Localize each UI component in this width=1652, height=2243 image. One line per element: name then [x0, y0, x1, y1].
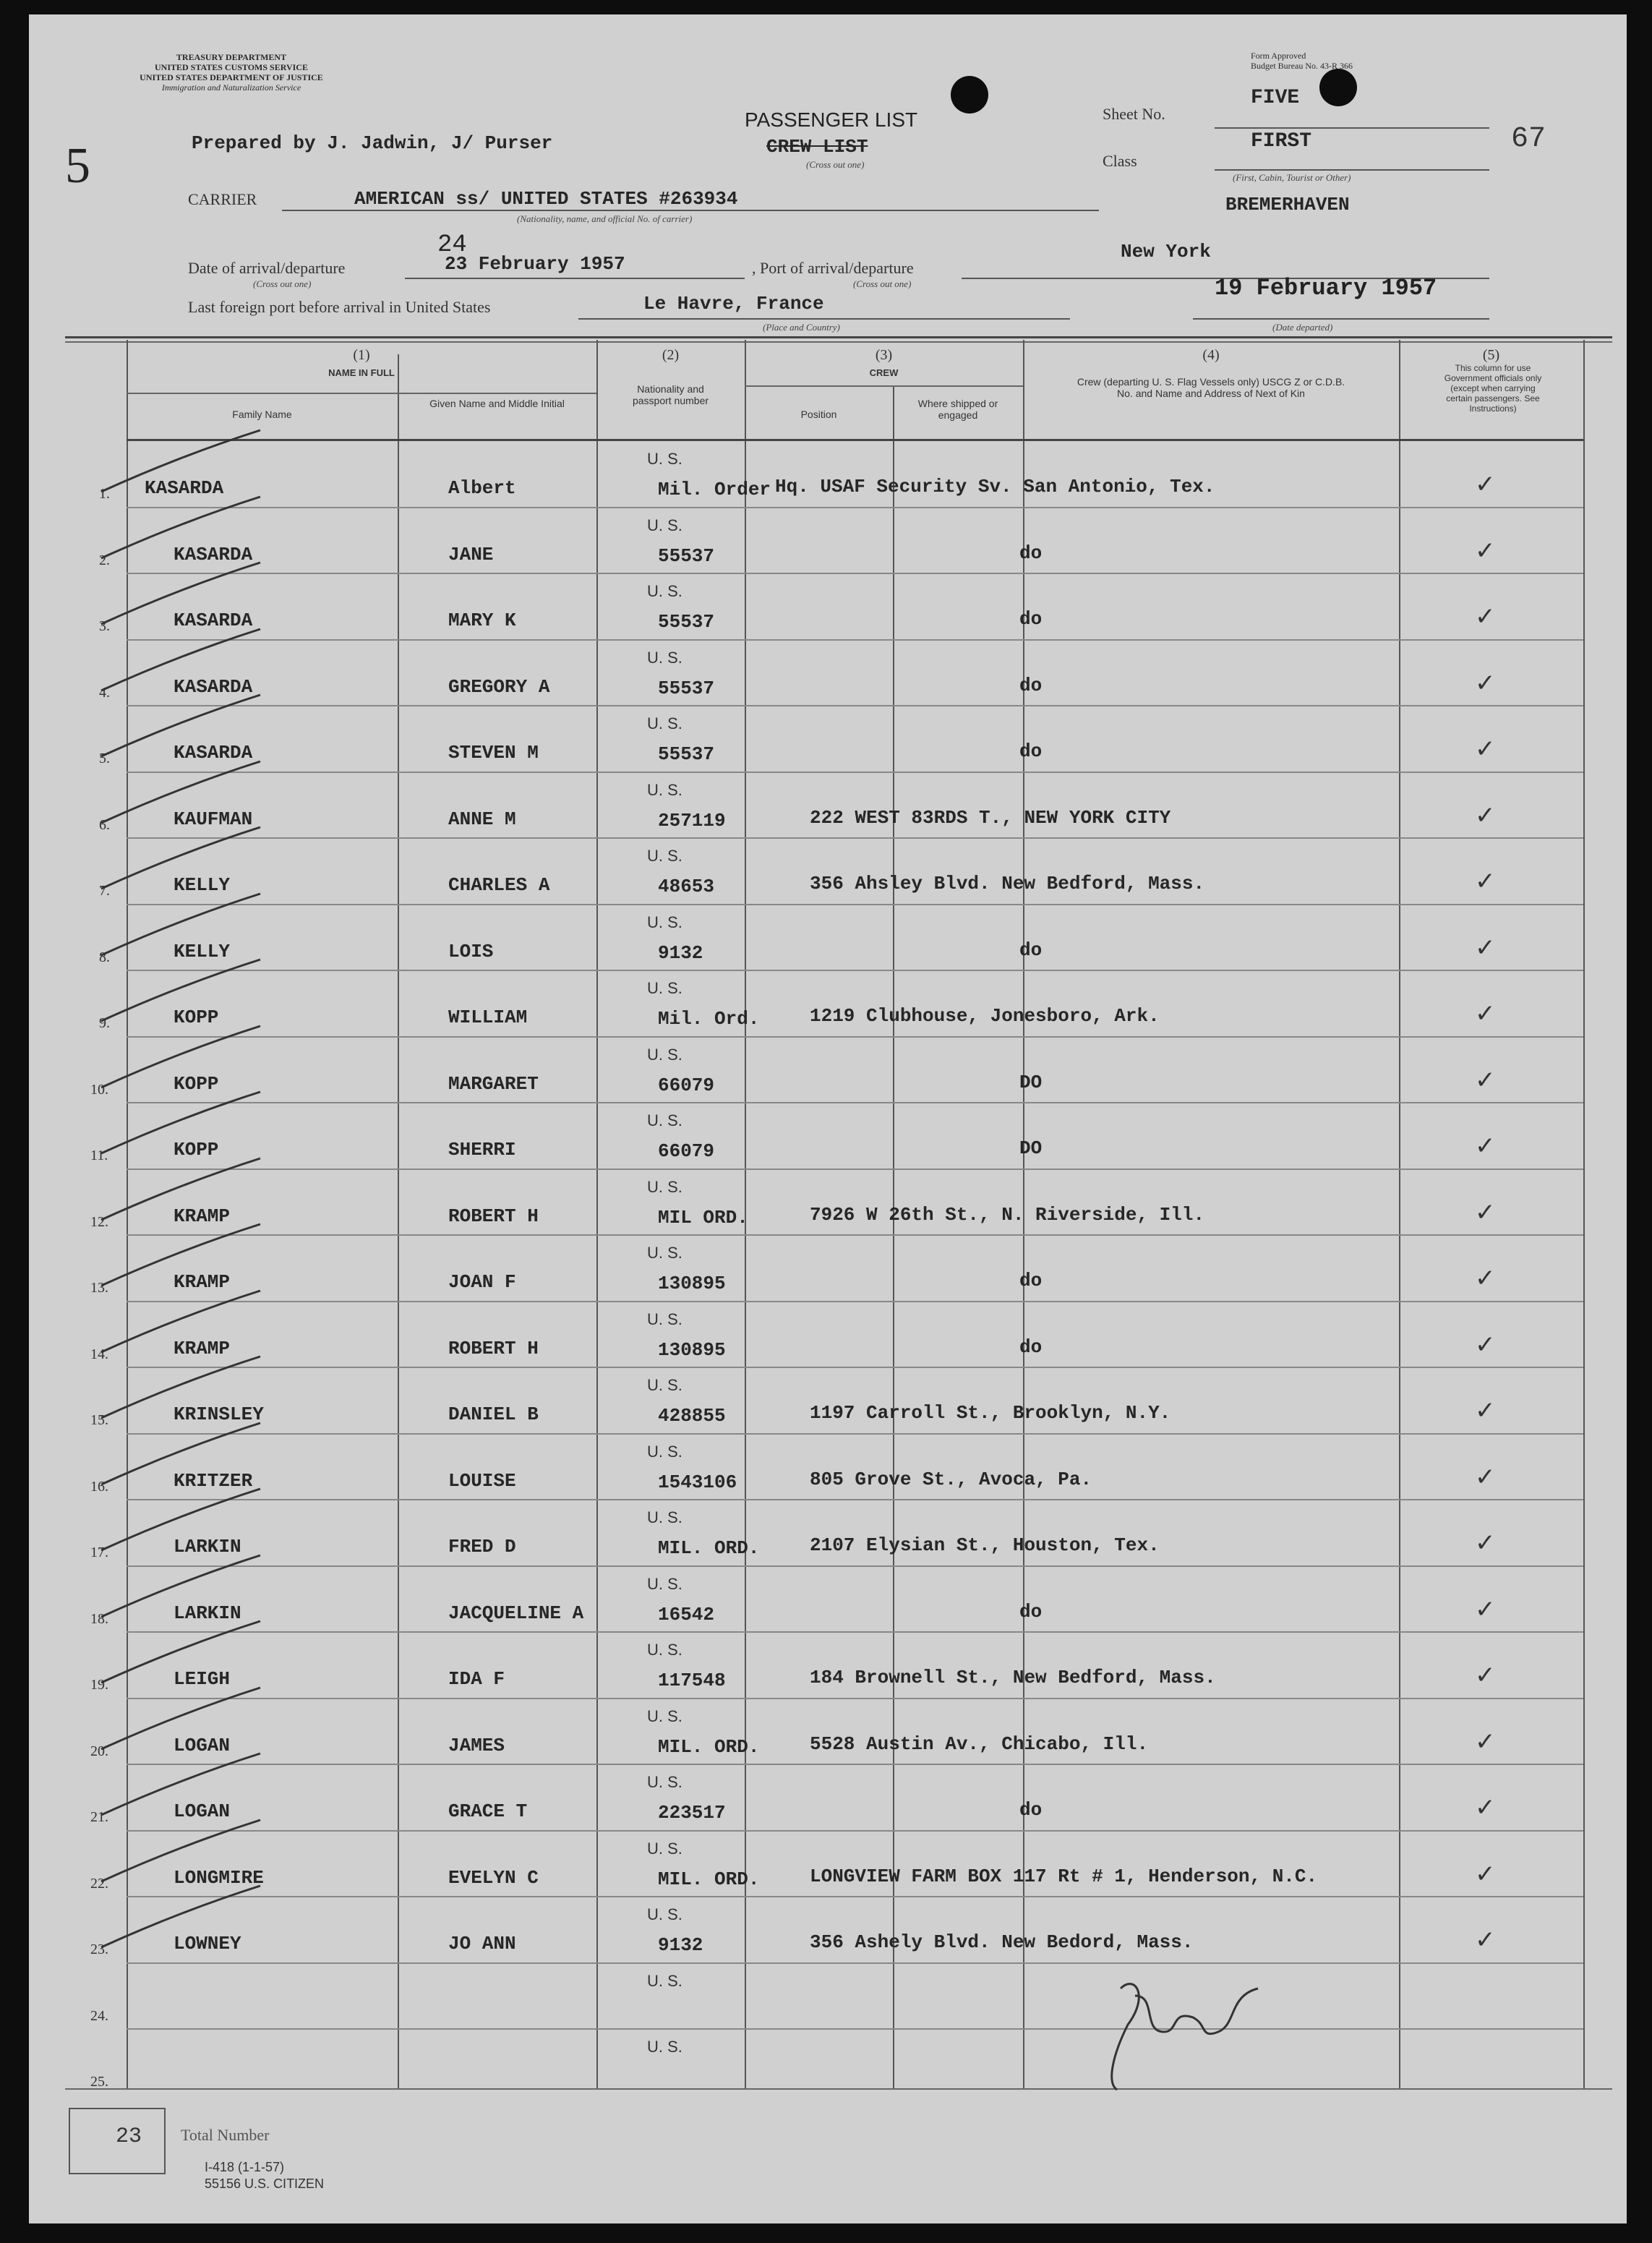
row-number: 23.	[90, 1941, 108, 1957]
row-number: 12.	[90, 1213, 108, 1230]
given-name: JANE	[448, 543, 494, 565]
official-check-mark: ✓	[1475, 735, 1496, 764]
tally-stroke	[94, 1816, 268, 1889]
address: 5528 Austin Av., Chicabo, Ill.	[810, 1733, 1149, 1755]
official-check-mark: ✓	[1475, 1727, 1496, 1756]
given-name: JOAN F	[448, 1271, 516, 1293]
family-name: KASARDA	[174, 675, 253, 698]
official-check-mark: ✓	[1475, 1859, 1496, 1889]
nationality-us: U. S.	[647, 1244, 682, 1262]
tally-stroke	[94, 559, 268, 631]
address: do	[1019, 1799, 1043, 1821]
row-number: 14.	[90, 1346, 108, 1362]
col5-number: (5)	[1482, 347, 1500, 363]
row-number: 1.	[99, 486, 110, 502]
nationality-us: U. S.	[647, 1442, 682, 1461]
family-name: KRINSLEY	[174, 1404, 264, 1425]
col4-heading: Crew (departing U. S. Flag Vessels only) USCG Z or C.D.B. No. and Name and Address of Next of Kin	[1077, 376, 1345, 399]
family-name: KOPP	[174, 1139, 219, 1161]
nationality-us: U. S.	[647, 979, 682, 997]
passport-number: 55537	[658, 743, 715, 765]
family-name: KRAMP	[174, 1337, 231, 1359]
official-check-mark: ✓	[1475, 1594, 1496, 1624]
address: 356 Ahsley Blvd. New Bedford, Mass.	[810, 873, 1205, 894]
form-code: 55156 U.S. CITIZEN	[205, 2176, 325, 2191]
carrier-value: AMERICAN ss/ UNITED STATES #263934	[354, 188, 738, 210]
nationality-us: U. S.	[647, 1111, 682, 1129]
tally-stroke	[94, 1684, 268, 1756]
row-number: 9.	[99, 1015, 110, 1031]
cross-out-caption: (Cross out one)	[806, 159, 865, 170]
official-check-mark: ✓	[1475, 470, 1496, 499]
nationality-us: U. S.	[647, 1310, 682, 1328]
given-name: DANIEL B	[448, 1404, 539, 1425]
passport-number: 66079	[658, 1074, 715, 1096]
tally-stroke	[94, 956, 268, 1028]
official-check-mark: ✓	[1475, 1065, 1496, 1095]
nationality-us: U. S.	[647, 780, 682, 799]
where-shipped-heading: Where shipped or engaged	[917, 398, 998, 421]
row-number: 4.	[99, 684, 110, 701]
passport-number: MIL. ORD.	[658, 1537, 760, 1559]
nationality-us: U. S.	[647, 2038, 682, 2056]
col1-number: (1)	[353, 347, 370, 363]
official-check-mark: ✓	[1475, 668, 1496, 698]
official-check-mark: ✓	[1475, 1793, 1496, 1822]
official-check-mark: ✓	[1475, 933, 1496, 962]
given-name-heading: Given Name and Middle Initial	[429, 398, 565, 409]
last-port-value: Le Havre, France	[643, 293, 824, 315]
official-check-mark: ✓	[1475, 999, 1496, 1028]
nationality-us: U. S.	[647, 450, 682, 468]
family-name: KASARDA	[174, 543, 253, 565]
family-name: KOPP	[174, 1007, 219, 1028]
row-number: 10.	[90, 1081, 108, 1098]
page-number: 67	[1511, 123, 1546, 155]
official-check-mark: ✓	[1475, 1926, 1496, 1954]
col2-number: (2)	[662, 347, 680, 363]
given-name: JACQUELINE A	[448, 1602, 584, 1624]
family-name: KRITZER	[174, 1469, 253, 1492]
row-number: 18.	[90, 1610, 108, 1627]
family-name: KOPP	[174, 1072, 219, 1095]
official-check-mark: ✓	[1475, 536, 1496, 565]
family-name: LARKIN	[174, 1536, 241, 1558]
official-check-mark: ✓	[1475, 1330, 1496, 1359]
address: DO	[1019, 1137, 1043, 1159]
tally-stroke	[94, 691, 268, 764]
arrival-label: Date of arrival/departure	[188, 259, 346, 277]
passport-number: 55537	[658, 611, 715, 633]
family-name-heading: Family Name	[232, 409, 292, 420]
nationality-us: U. S.	[647, 1641, 682, 1659]
port-caption: (Cross out one)	[853, 278, 912, 289]
nationality-us: U. S.	[647, 1839, 682, 1858]
given-name: MARGARET	[448, 1072, 539, 1095]
row-number: 5.	[99, 751, 110, 766]
given-name: ROBERT H	[448, 1205, 539, 1227]
departed-caption: (Date departed)	[1272, 322, 1333, 333]
given-name: LOIS	[448, 940, 494, 962]
given-name: MARY K	[448, 610, 516, 631]
port-label: , Port of arrival/departure	[752, 259, 914, 277]
form-title: PASSENGER LIST	[745, 108, 918, 131]
address: 2107 Elysian St., Houston, Tex.	[810, 1534, 1160, 1556]
row-number: 2.	[99, 552, 110, 568]
passport-number: MIL. ORD.	[658, 1868, 760, 1890]
sheet-label: Sheet No.	[1103, 105, 1165, 123]
nationality-us: U. S.	[647, 1971, 682, 1990]
punch-hole	[1319, 69, 1357, 106]
row-number: 19.	[90, 1677, 108, 1693]
address: do	[1019, 608, 1043, 630]
tally-stroke	[94, 1287, 268, 1359]
family-name: LARKIN	[174, 1602, 241, 1624]
given-name: JO ANN	[448, 1933, 516, 1954]
total-label: Total Number	[181, 2126, 270, 2144]
passport-number: MIL ORD.	[658, 1206, 748, 1229]
tally-stroke	[94, 1618, 268, 1690]
passport-number: 117548	[658, 1670, 726, 1691]
passport-number: 55537	[658, 544, 715, 567]
form-approved-line: Form Approved	[1251, 51, 1306, 61]
passport-number: 130895	[658, 1273, 726, 1294]
row-number: 3.	[99, 618, 110, 634]
row-number: 25.	[90, 2074, 108, 2090]
tally-stroke	[94, 1485, 268, 1558]
position-heading: Position	[800, 409, 837, 420]
passport-number: 257119	[658, 809, 726, 832]
col4-number: (4)	[1202, 347, 1220, 363]
total-value: 23	[116, 2124, 142, 2149]
official-check-mark: ✓	[1475, 800, 1496, 830]
passport-number: Mil. Order	[658, 479, 771, 500]
nationality-us: U. S.	[647, 516, 682, 534]
nationality-us: U. S.	[647, 1045, 682, 1064]
passport-number: Mil. Ord.	[658, 1008, 760, 1030]
passport-number: 48653	[658, 876, 715, 897]
family-name: KELLY	[174, 940, 231, 962]
tally-stroke	[94, 824, 268, 896]
passport-number: 9132	[658, 941, 703, 964]
tally-stroke	[94, 427, 268, 499]
tally-stroke	[94, 1750, 268, 1822]
class-value: FIRST	[1251, 130, 1312, 153]
form-approved-line: Budget Bureau No. 43-R 366	[1251, 61, 1353, 71]
passport-number: 223517	[658, 1802, 726, 1824]
col5-heading: This column for use Government officials only (except when carrying certain passengers. See Instructions)	[1444, 363, 1542, 414]
row-number: 24.	[90, 2007, 108, 2024]
class-label: Class	[1103, 152, 1137, 170]
agency-header	[123, 52, 340, 93]
agency-line: TREASURY DEPARTMENT	[176, 52, 287, 62]
nationality-us: U. S.	[647, 913, 682, 931]
official-check-mark: ✓	[1475, 1661, 1496, 1690]
nationality-us: U. S.	[647, 847, 682, 865]
address: DO	[1019, 1071, 1043, 1093]
given-name: STEVEN M	[448, 742, 539, 764]
official-check-mark: ✓	[1475, 1396, 1496, 1425]
class-caption: (First, Cabin, Tourist or Other)	[1233, 172, 1351, 183]
row-number: 21.	[90, 1809, 108, 1825]
given-name: Albert	[448, 477, 516, 499]
nationality-us: U. S.	[647, 582, 682, 600]
row-number: 17.	[90, 1545, 108, 1560]
tally-stroke	[94, 1022, 268, 1095]
given-name: EVELYN C	[448, 1866, 539, 1889]
family-name: LONGMIRE	[174, 1866, 264, 1889]
row-number: 20.	[90, 1743, 108, 1759]
row-number: 13.	[90, 1280, 108, 1296]
passport-number: MIL. ORD.	[658, 1735, 760, 1758]
carrier-label: CARRIER	[188, 190, 257, 208]
official-check-mark: ✓	[1475, 1264, 1496, 1293]
address: 356 Ashely Blvd. New Bedord, Mass.	[810, 1931, 1194, 1953]
address: do	[1019, 939, 1043, 961]
punch-hole	[951, 76, 988, 114]
nationality-heading: Nationality and passport number	[632, 383, 709, 406]
passport-number: 55537	[658, 677, 715, 699]
family-name: KELLY	[174, 874, 231, 896]
agency-line: Immigration and Naturalization Service	[161, 82, 301, 93]
departed-date: 19 February 1957	[1215, 275, 1437, 302]
class-extra: BREMERHAVEN	[1225, 194, 1350, 215]
nationality-us: U. S.	[647, 1177, 682, 1196]
family-name: LOWNEY	[174, 1933, 241, 1954]
prepared-by: Prepared by J. Jadwin, J/ Purser	[192, 132, 553, 154]
tally-stroke	[94, 890, 268, 962]
family-name: LOGAN	[174, 1800, 231, 1822]
family-name: KASARDA	[145, 477, 224, 499]
form-approved	[1251, 51, 1353, 71]
address: 1197 Carroll St., Brooklyn, N.Y.	[810, 1402, 1171, 1424]
sheet-value: FIVE	[1251, 87, 1300, 109]
port-value: New York	[1121, 241, 1211, 262]
tally-stroke	[94, 1552, 268, 1624]
last-port-caption: (Place and Country)	[763, 322, 840, 333]
arrival-day-correction: 24	[437, 231, 467, 259]
official-check-mark: ✓	[1475, 867, 1496, 896]
row-number: 16.	[90, 1478, 108, 1495]
row-number: 7.	[99, 883, 110, 899]
passenger-list-form	[29, 14, 1627, 2223]
agency-line: UNITED STATES DEPARTMENT OF JUSTICE	[140, 72, 323, 82]
col3-number: (3)	[875, 347, 893, 363]
address: do	[1019, 542, 1043, 564]
family-name: KRAMP	[174, 1271, 231, 1293]
row-number: 8.	[99, 949, 110, 965]
address: do	[1019, 1600, 1043, 1623]
agency-line: UNITED STATES CUSTOMS SERVICE	[155, 62, 308, 72]
given-name: JAMES	[448, 1734, 505, 1756]
given-name: SHERRI	[448, 1139, 516, 1161]
address: 805 Grove St., Avoca, Pa.	[810, 1468, 1092, 1490]
address: do	[1019, 740, 1043, 762]
nationality-us: U. S.	[647, 1905, 682, 1923]
passport-number: 9132	[658, 1934, 703, 1956]
family-name: LOGAN	[174, 1734, 231, 1756]
form-title-typed: CREW LIST	[766, 136, 868, 158]
passport-number: 130895	[658, 1338, 726, 1361]
address: do	[1019, 674, 1043, 696]
tally-stroke	[94, 1155, 268, 1227]
given-name: GREGORY A	[448, 675, 550, 698]
passport-number: 16542	[658, 1603, 715, 1625]
address: 222 WEST 83RDS T., NEW YORK CITY	[810, 806, 1171, 829]
carrier-caption: (Nationality, name, and official No. of carrier)	[517, 213, 693, 224]
family-name: LEIGH	[174, 1668, 231, 1690]
nationality-us: U. S.	[647, 1508, 682, 1526]
given-name: LOUISE	[448, 1469, 516, 1492]
address: 1219 Clubhouse, Jonesboro, Ark.	[810, 1005, 1160, 1027]
nationality-us: U. S.	[647, 1773, 682, 1791]
given-name: FRED D	[448, 1536, 516, 1558]
given-name: GRACE T	[448, 1800, 528, 1822]
given-name: WILLIAM	[448, 1007, 528, 1028]
address: 7926 W 26th St., N. Riverside, Ill.	[810, 1203, 1205, 1226]
official-check-mark: ✓	[1475, 1132, 1496, 1161]
official-check-mark: ✓	[1475, 602, 1496, 631]
nationality-us: U. S.	[647, 648, 682, 667]
passport-number: 66079	[658, 1140, 715, 1162]
given-name: ANNE M	[448, 808, 516, 830]
family-name: KRAMP	[174, 1205, 231, 1227]
margin-mark: 5	[65, 138, 90, 194]
row-number: 15.	[90, 1412, 108, 1428]
row-number: 6.	[99, 816, 110, 833]
given-name: CHARLES A	[448, 874, 550, 896]
col1-heading: NAME IN FULL	[328, 367, 395, 378]
tally-stroke	[94, 758, 268, 830]
given-name: ROBERT H	[448, 1337, 539, 1359]
family-name: KASARDA	[174, 742, 253, 764]
arrival-caption: (Cross out one)	[253, 278, 312, 289]
official-check-mark: ✓	[1475, 1197, 1496, 1227]
family-name: KASARDA	[174, 610, 253, 631]
address: LONGVIEW FARM BOX 117 Rt # 1, Henderson, N.C.	[810, 1865, 1318, 1887]
purser-signature	[1092, 1967, 1294, 2097]
tally-stroke	[94, 1419, 268, 1492]
passport-number: 428855	[658, 1405, 726, 1427]
address: 184 Brownell St., New Bedford, Mass.	[810, 1667, 1216, 1688]
tally-stroke	[94, 1882, 268, 1954]
crew-heading: CREW	[869, 367, 899, 378]
passport-number: 1543106	[658, 1471, 737, 1493]
nationality-us: U. S.	[647, 1376, 682, 1394]
form-number: I-418 (1-1-57)	[205, 2160, 285, 2174]
row-number: 11.	[90, 1148, 108, 1163]
last-port-label: Last foreign port before arrival in United States	[188, 298, 491, 316]
tally-stroke	[94, 493, 268, 565]
family-name: KAUFMAN	[174, 808, 253, 830]
tally-stroke	[94, 1221, 268, 1293]
nationality-us: U. S.	[647, 1706, 682, 1725]
tally-stroke	[94, 1353, 268, 1425]
address: do	[1019, 1336, 1043, 1358]
row-number: 22.	[90, 1875, 108, 1892]
tally-stroke	[94, 1088, 268, 1161]
address: Hq. USAF Security Sv. San Antonio, Tex.	[775, 476, 1215, 497]
nationality-us: U. S.	[647, 714, 682, 732]
address: do	[1019, 1270, 1043, 1291]
official-check-mark: ✓	[1475, 1529, 1496, 1558]
given-name: IDA F	[448, 1668, 505, 1690]
official-check-mark: ✓	[1475, 1462, 1496, 1492]
nationality-us: U. S.	[647, 1574, 682, 1593]
tally-stroke	[94, 625, 268, 698]
arrival-date: 23 February 1957	[445, 253, 625, 275]
